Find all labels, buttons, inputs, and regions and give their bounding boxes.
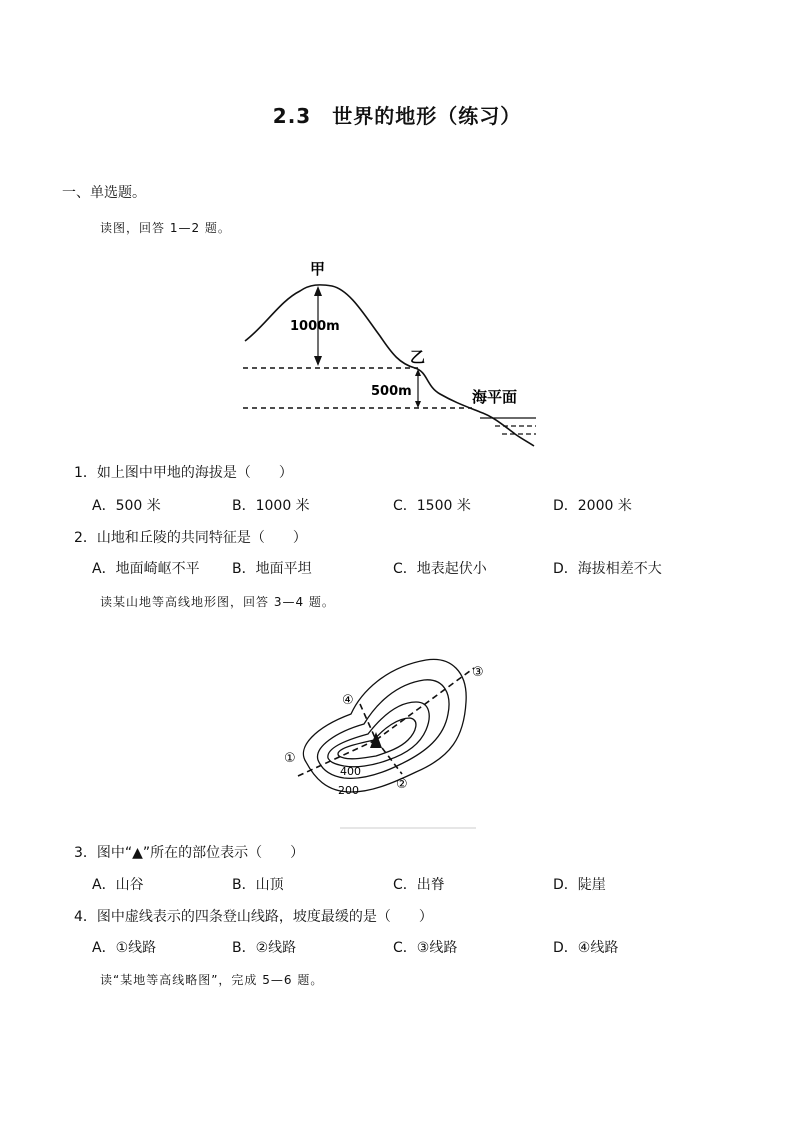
label-yi: 乙	[410, 348, 426, 366]
question-2-stem: 2．山地和丘陵的共同特征是（ ）	[74, 530, 307, 546]
q4-option-c[interactable]: C．③线路	[393, 940, 458, 956]
q1-option-c[interactable]: C．1500 米	[393, 498, 471, 514]
q4-option-a[interactable]: A．①线路	[92, 940, 157, 956]
label-500m: 500m	[371, 384, 412, 399]
question-4-stem: 4．图中虚线表示的四条登山线路，坡度最缓的是（ ）	[74, 909, 433, 925]
question-3-stem: 3．图中“▲”所在的部位表示（ ）	[74, 845, 305, 861]
route-label-4: ④	[342, 693, 354, 708]
section-heading: 一、单选题。	[62, 185, 146, 201]
contour-map-figure	[276, 652, 506, 832]
intro-q3-4: 读某山地等高线地形图，回答 3—4 题。	[100, 595, 335, 609]
arrow-up-icon	[314, 286, 322, 296]
route-label-3: ③	[472, 665, 484, 680]
q1-option-b[interactable]: B．1000 米	[232, 498, 310, 514]
q1-option-a[interactable]: A．500 米	[92, 498, 161, 514]
page-title: 2.3 世界的地形（练习）	[272, 104, 522, 128]
q4-option-d[interactable]: D．④线路	[553, 940, 619, 956]
route-3-line	[376, 668, 474, 740]
label-1000m: 1000m	[290, 319, 340, 334]
q2-option-b[interactable]: B．地面平坦	[232, 561, 312, 577]
question-1-stem: 1．如上图中甲地的海拔是（ ）	[74, 465, 293, 481]
q2-option-a[interactable]: A．地面崎岖不平	[92, 561, 200, 577]
q3-option-d[interactable]: D．陡崖	[553, 877, 606, 893]
label-sea-level: 海平面	[472, 388, 518, 406]
route-label-2: ②	[396, 777, 408, 792]
q4-option-b[interactable]: B．②线路	[232, 940, 297, 956]
mountain-profile-line	[245, 285, 534, 446]
q1-option-d[interactable]: D．2000 米	[553, 498, 632, 514]
intro-q1-2: 读图，回答 1—2 题。	[100, 221, 231, 235]
route-label-1: ①	[284, 751, 296, 766]
contour-label-200: 200	[338, 784, 359, 797]
q3-option-a[interactable]: A．山谷	[92, 877, 144, 893]
q2-option-d[interactable]: D．海拔相差不大	[553, 561, 662, 577]
contour-label-400: 400	[340, 765, 361, 778]
q2-option-c[interactable]: C．地表起伏小	[393, 561, 487, 577]
arrow-down-icon	[415, 401, 421, 408]
arrow-down-icon	[314, 356, 322, 366]
q3-option-c[interactable]: C．出脊	[393, 877, 445, 893]
elevation-profile-figure	[240, 256, 540, 448]
q3-option-b[interactable]: B．山顶	[232, 877, 284, 893]
label-jia: 甲	[310, 260, 326, 278]
intro-q5-6: 读“某地等高线略图”，完成 5—6 题。	[100, 973, 324, 987]
